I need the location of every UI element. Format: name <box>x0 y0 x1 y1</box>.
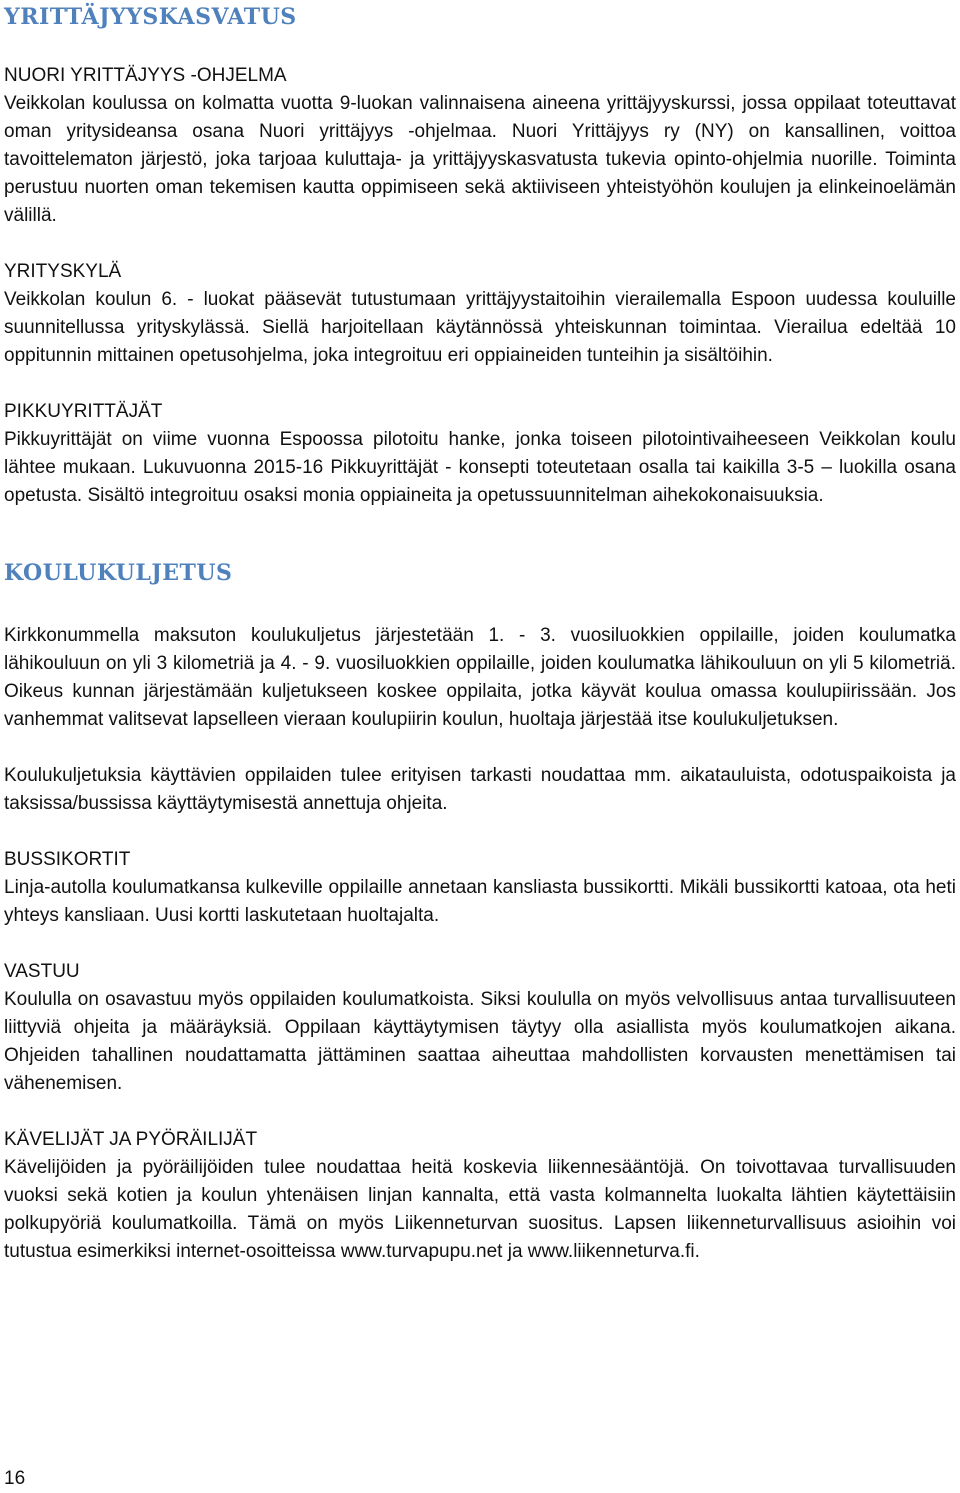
paragraph-bussikortit: Linja-autolla koulumatkansa kulkeville oppilaille annetaan kansliasta bussikortti. Mikäli bussikortti katoaa, ota heti yhteys kansliaan. Uusi kortti laskutetaan huoltajalta. <box>4 877 956 926</box>
paragraph-yrityskyla: Veikkolan koulun 6. - luokat pääsevät tutustumaan yrittäjyystaitoihin vierailemalla Espoon uudessa kouluille suunnitellussa yrityskylässä. Siellä harjoitellaan käytännössä yhteiskunnan toimintaa. Vierailua edeltää 10 oppitunnin mittainen opetusohjelma, joka integroituu eri oppiaineiden tunteihin ja sisältöihin. <box>4 289 956 366</box>
heading-koulukuljetus: KOULUKULJETUS <box>4 560 233 586</box>
document-page <box>4 0 956 1266</box>
section-pikkuyrittajat <box>4 398 956 510</box>
subheading-yrityskyla: YRITYSKYLÄ <box>4 261 122 282</box>
subheading-vastuu: VASTUU <box>4 961 80 982</box>
section-nuori-yrittajyys <box>4 62 956 230</box>
paragraph-nuori-yrittajyys: Veikkolan koulussa on kolmatta vuotta 9-luokan valinnaisena aineena yrittäjyyskurssi, jossa oppilaat toteuttavat oman yritysideansa osana Nuori yrittäjyys -ohjelmaa. Nuori Yrittäjyys ry (NY) on kansallinen, voittoa tavoittelematon järjestö, joka tarjoaa kuluttaja- ja yrittäjyyskasvatusta tukevia opinto-ohjelmia nuorille. Toiminta perustuu nuorten oman tekemisen kautta oppimiseen sekä aktiiviseen yhteistyöhön koulujen ja elinkeinoelämän välillä. <box>4 93 956 226</box>
subheading-bussikortit: BUSSIKORTIT <box>4 849 131 870</box>
section-kavelijat <box>4 1126 956 1266</box>
paragraph-pikkuyrittajat: Pikkuyrittäjät on viime vuonna Espoossa pilotoitu hanke, jonka toiseen pilotointivaiheeseen Veikkolan koulu lähtee mukaan. Lukuvuonna 2015-16 Pikkuyrittäjät - konsepti toteutetaan osalla tai kaikilla 3-5 – luokilla osana opetusta. Sisältö integroituu osaksi monia oppiaineita ja opetussuunnitelman aihekokonaisuuksia. <box>4 429 956 506</box>
subheading-nuori-yrittajyys: NUORI YRITTÄJYYS -OHJELMA <box>4 65 287 86</box>
paragraph-koulukuljetus-2: Koulukuljetuksia käyttävien oppilaiden tulee erityisen tarkasti noudattaa mm. aikatauluista, odotuspaikoista ja taksissa/bussissa käyttäytymisestä annettuja ohjeita. <box>4 765 956 814</box>
paragraph-vastuu: Koululla on osavastuu myös oppilaiden koulumatkoista. Siksi koululla on myös velvollisuus antaa turvallisuuteen liittyviä ohjeita ja määräyksiä. Oppilaan käyttäytymisen täytyy olla asiallista myös koulumatkojen aikana. Ohjeiden tahallinen noudattamatta jättäminen saattaa aiheuttaa mahdollisten korvausten menettämisen tai vähenemisen. <box>4 989 956 1094</box>
subheading-pikkuyrittajat: PIKKUYRITTÄJÄT <box>4 401 163 422</box>
section-vastuu <box>4 958 956 1098</box>
section-koulukuljetus <box>4 622 956 818</box>
heading-yrittajyyskasvatus: YRITTÄJYYSKASVATUS <box>4 4 297 30</box>
paragraph-koulukuljetus-1: Kirkkonummella maksuton koulukuljetus järjestetään 1. - 3. vuosiluokkien oppilaille, joiden koulumatka lähikouluun on yli 3 kilometriä ja 4. - 9. vuosiluokkien oppilaille, joiden koulumatka lähikouluun on yli 5 kilometriä. Oikeus kunnan järjestämään kuljetukseen koskee oppilaita, jotka käyvät koulua omassa koulupiirissään. Jos vanhemmat valitsevat lapselleen vieraan koulupiirin koulun, huoltaja järjestää itse koulukuljetuksen. <box>4 625 956 730</box>
section-bussikortit <box>4 846 956 930</box>
page-number: 16 <box>4 1468 26 1489</box>
subheading-kavelijat: KÄVELIJÄT JA PYÖRÄILIJÄT <box>4 1129 258 1150</box>
section-yrityskyla <box>4 258 956 370</box>
paragraph-kavelijat: Kävelijöiden ja pyöräilijöiden tulee noudattaa heitä koskevia liikennesääntöjä. On toivottavaa turvallisuuden vuoksi sekä kotien ja koulun yhtenäisen linjan kannalta, että vasta kolmannelta luokalta lähtien käytettäisiin polkupyöriä koulumatkoilla. Tämä on myös Liikenneturvan suositus. Lapsen liikenneturvallisuus asioihin voi tutustua esimerkiksi internet-osoitteissa www.turvapupu.net ja www.liikenneturva.fi. <box>4 1157 956 1262</box>
